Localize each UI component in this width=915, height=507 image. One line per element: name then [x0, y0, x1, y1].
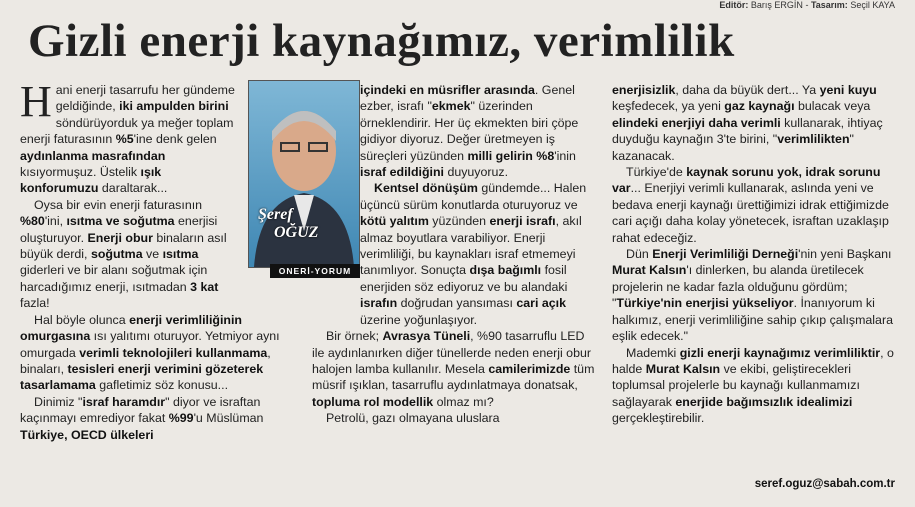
design-name: Seçil KAYA [850, 0, 895, 10]
editor-name: Barış ERGİN [750, 0, 803, 10]
column-3 [612, 82, 897, 427]
col2-paragraph-2: Kentsel dönüşüm gündemde... Halen üçüncü sürüm konutlarda oturuyoruz ve kötü yalıtım yüzünden enerji israfı, akıl almaz boyutlara varabiliyor. Enerji verimliliği, bu kaynakları israf etmemeyi tanımlıyor. Sonuçta dışa bağımlı fosil enerjiden söz ediyoruz ve bu alandaki israfın doğrudan yansıması cari açık üzerine yoğunlaşıyor. [360, 181, 587, 327]
author-email[interactable]: seref.oguz@sabah.com.tr [754, 478, 895, 490]
credits-sep: - [802, 0, 811, 10]
column-tag: ONERİ-YORUM [270, 264, 360, 278]
col3-paragraph-2: Türkiye'de kaynak sorunu yok, idrak sorunu var... Enerjiyi verimli kullanarak, aslında yeni ve bedava enerji kaynağı ürettiğimizi idrak ettiğimizde cari açığı daha kolay yönetecek, israftan uzaklaşıp rahat edeceğiz. [612, 165, 889, 245]
col1-paragraph-2: Oysa bir evin enerji faturasının %80'ini, ısıtma ve soğutma enerjisi oluşturuyor. Enerji obur binaların asıl büyük derdi, soğutma ve ısıtma giderleri ve bir alanı soğutmak için harcadığımız enerji, ısıtmadan 3 kat fazla! [20, 197, 227, 311]
editor-label: Editör: [719, 0, 749, 10]
col1-paragraph-1: Hani enerji tasarrufu her gündeme geldiğinde, iki ampulden birini söndürüyorduk ya meğer toplam enerji faturasının %5'ine denk gelen aydınlanma masrafından kısıyormuşuz. Üstelik ışık konforumuzu daraltarak... [20, 77, 235, 196]
col1-paragraph-3: Hal böyle olunca enerji verimliliğinin omurgasına ısı yalıtımı oturuyor. Yetmiyor aynı omurgada verimli teknolojileri kullanmama, binaları, tesisleri enerji verimini gözeterek tasarlamama gafletimiz söz konusu... [20, 312, 280, 393]
credits [719, 0, 895, 10]
col2-paragraph-4: Petrolü, gazı olmayana uluslara [326, 411, 500, 426]
design-label: Tasarım: [810, 0, 848, 10]
col1-paragraph-4: Dinimiz "israf haramdır" diyor ve israftan kaçınmayı emrediyor fakat %99'u Müslüman Türkiye, OECD ülkeleri [20, 394, 264, 442]
col3-paragraph-1: enerjisizlik, daha da büyük dert... Ya yeni kuyu keşfedecek, ya yeni gaz kaynağı bulacak veya elindeki enerjiyi daha verimli kullanarak, ihtiyaç duyduğu kaynağın 3'te birini, "verimlilikten" kazanacak. [612, 83, 883, 163]
col3-paragraph-3: Dün Enerji Verimliliği Derneği'nin yeni Başkanı Murat Kalsın'ı dinlerken, bu alanda üretilecek projelerin ne kadar fazla olduğunu gördüm; "Türkiye'nin enerjisi yükseliyor. İnanıyorum ki halkımız, enerji verimliliğine sahip çıkıp çalışmalara eşlik edecek." [612, 247, 893, 344]
drop-cap: H [20, 77, 52, 126]
column-2 [312, 82, 600, 427]
author-name: Şeref OĞUZ [258, 206, 319, 241]
col2-paragraph-3: Bir örnek; Avrasya Tüneli, %90 tasarruflu LED ile aydınlanırken diğer tünellerde neden enerji obur halojen lamba kullanılır. Mesela camilerimizde tüm müsrif ışıklan, tasarruflu aydınlatmaya donatsak, topluma rol modellik olmaz mı? [312, 329, 595, 409]
col3-paragraph-4: Mademki gizli enerji kaynağımız verimliliktir, o halde Murat Kalsın ve ekibi, geliştirecekleri toplumsal projelerle bu kaynağı kullanmamızı sağlayarak enerjide bağımsızlık idealimizi gerçekleştirebilir. [612, 345, 894, 426]
col2-paragraph-1: içindeki en müsrifler arasında. Genel ezber, israfı "ekmek" üzerinden örneklendirir. Her üç ekmekten biri çöpe gidiyor diyoruz. Değer üretmeyen iş süreçleri yüzünden milli gelirin %8'inin israf edildiğini duyuyoruz. [360, 83, 579, 180]
headline: Gizli enerji kaynağımız, verimlilik [28, 15, 735, 67]
